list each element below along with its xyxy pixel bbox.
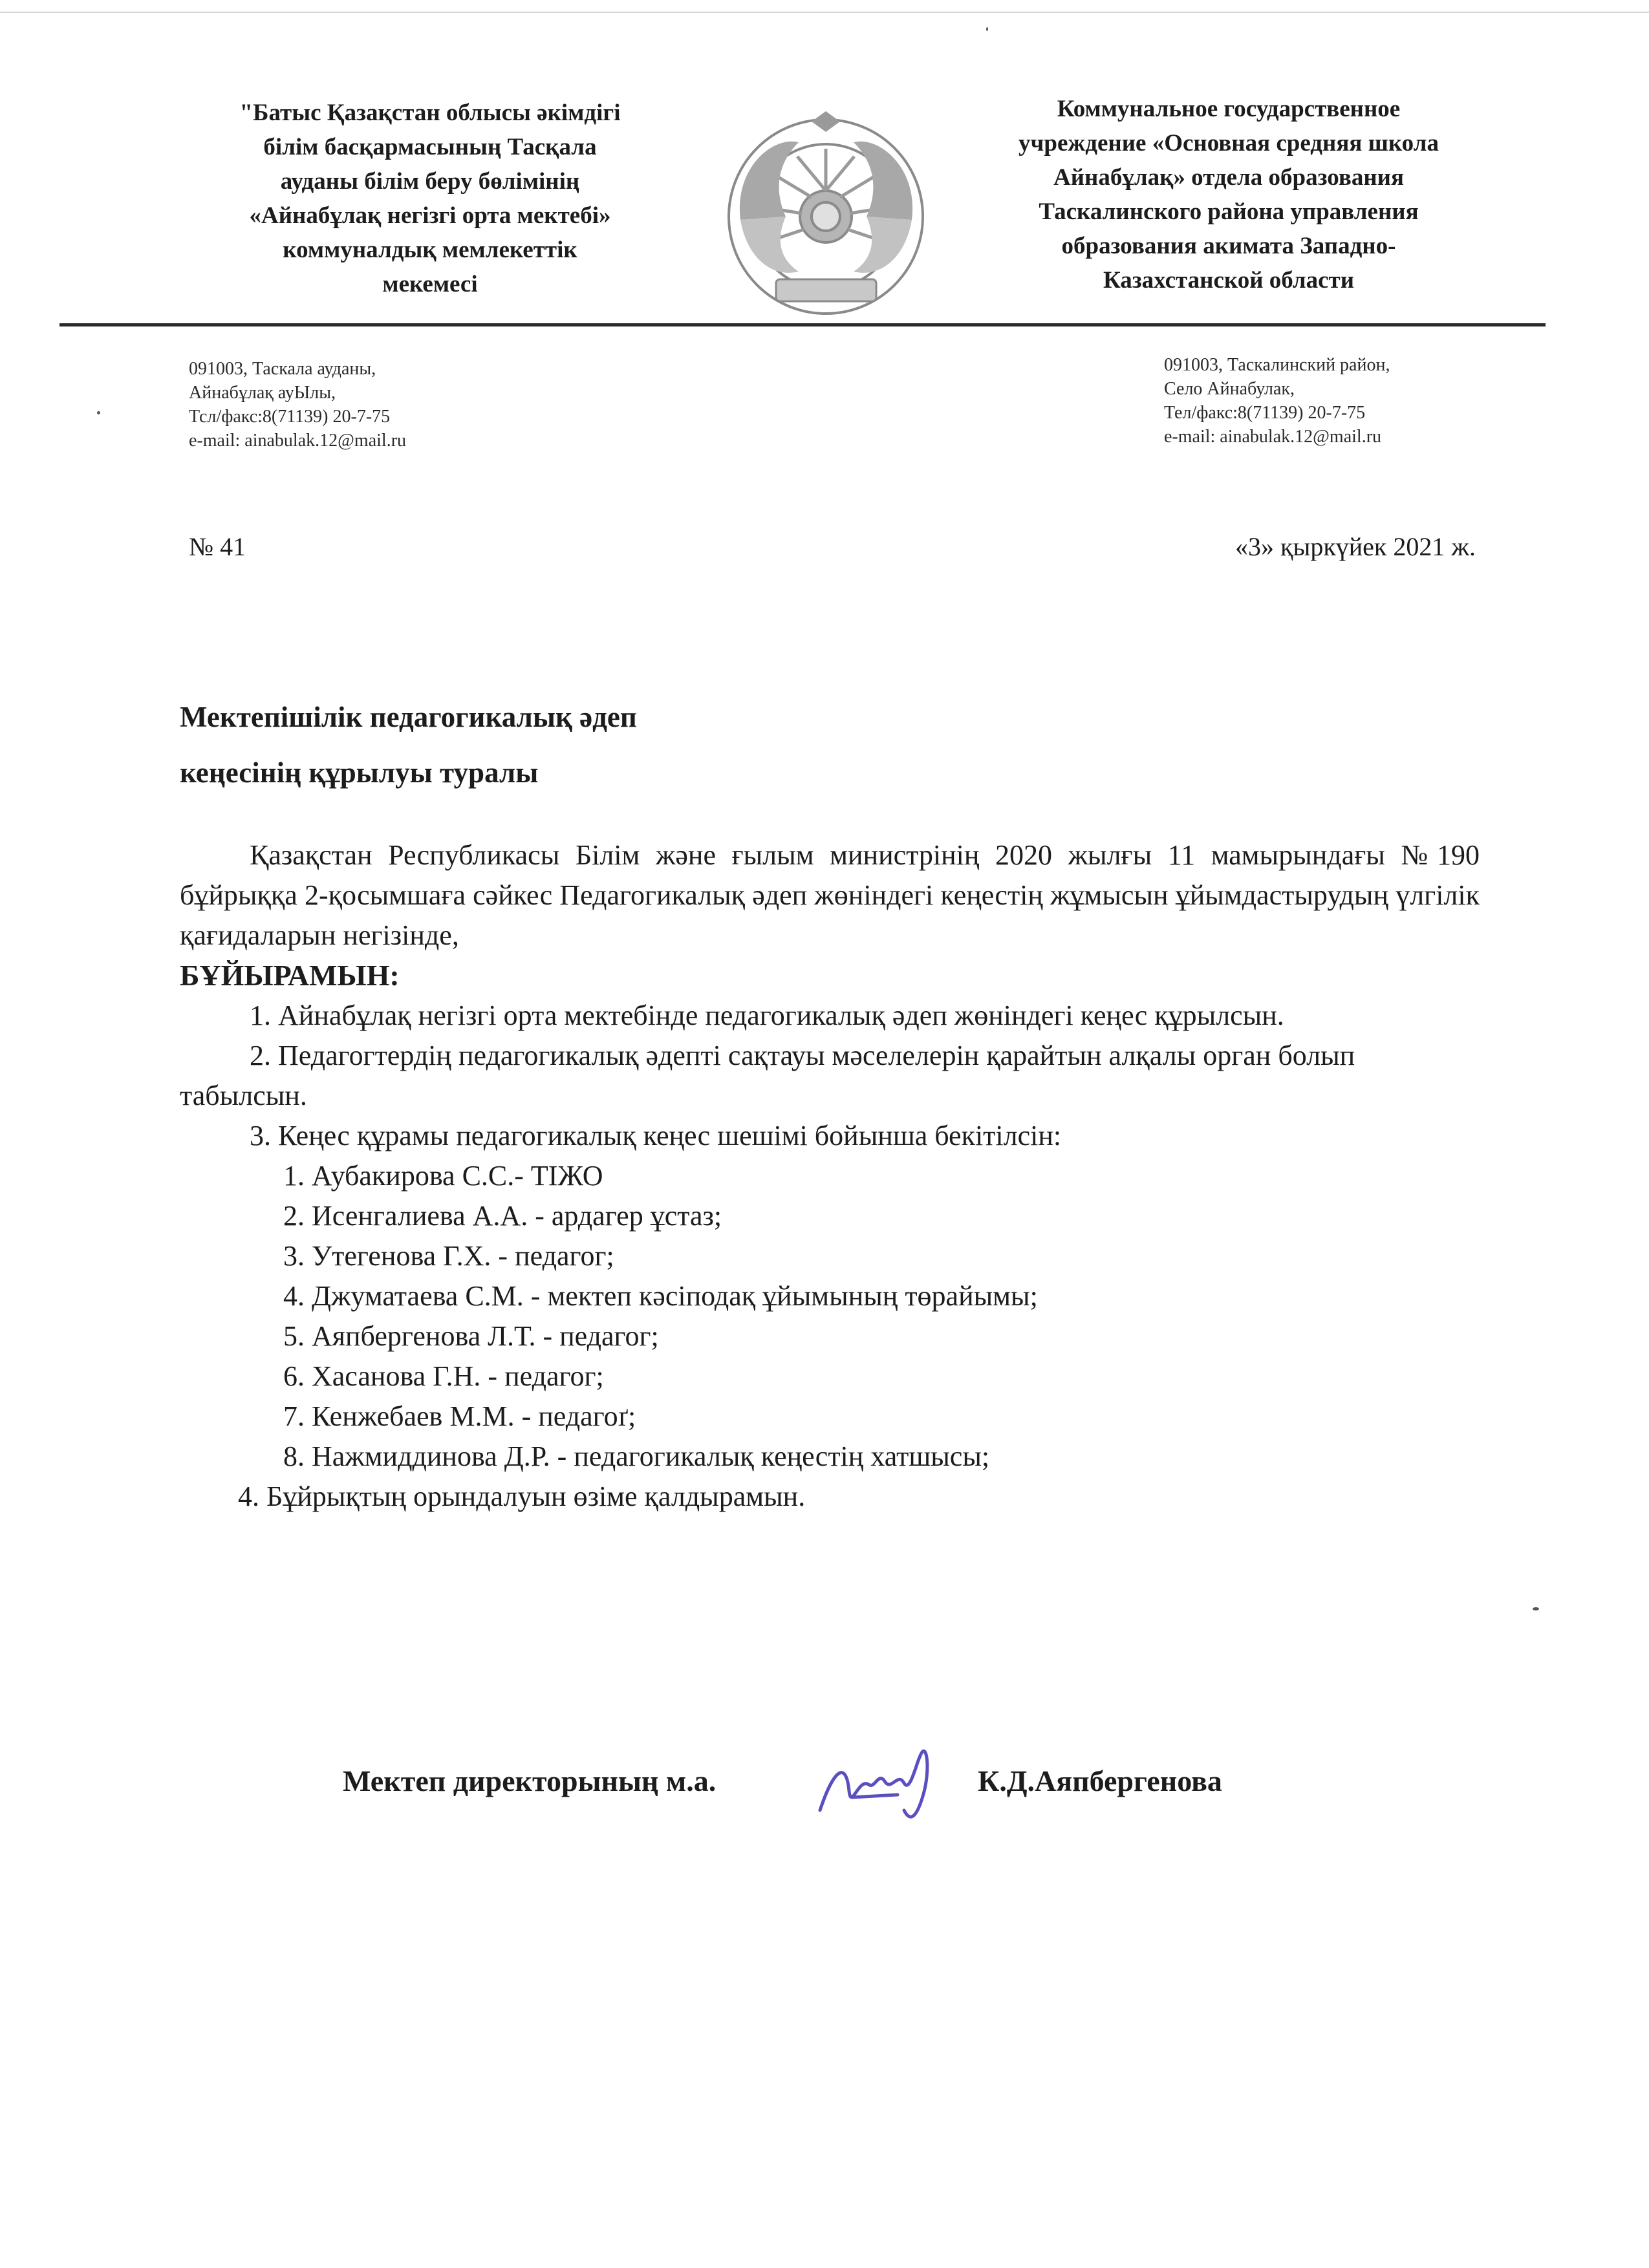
scan-speck (986, 27, 988, 31)
list-item: 6. Хасанова Г.Н. - педагог; (283, 1360, 604, 1392)
order-item-1: 1. Айнабұлақ негізгі орта мектебінде педагогикалық әдеп жөніндегі кеңес құрылсын. (250, 1000, 1284, 1031)
address-left-email: e-mail: ainabulak.12@mail.ru (189, 431, 407, 451)
address-left-line: Айнабұлақ ауЫлы, (189, 383, 336, 403)
scan-top-edge (0, 12, 1649, 13)
subject-line: кеңесінің құрылуы туралы (180, 756, 539, 789)
signatory-title: Мектеп директорының м.а. (343, 1764, 717, 1797)
header-left-line: білім басқармасының Тасқала (263, 134, 597, 160)
list-item: 1. Аубакирова С.С.- ТІЖО (283, 1160, 603, 1192)
document-subject (180, 689, 1020, 800)
header-right-line: образования акимата Западно- (1061, 233, 1396, 259)
order-item-4: 4. Бұйрықтың орындалуын өзіме қалдырамын. (238, 1481, 806, 1512)
address-left-line: Тсл/факс:8(71139) 20-7-75 (189, 407, 391, 427)
document-number: № 41 (189, 532, 246, 561)
header-left-line: ауданы білім беру бөлімінің (280, 168, 580, 195)
handwritten-signature-icon (814, 1733, 956, 1836)
document-date: «3» қыркүйек 2021 ж. (1235, 532, 1476, 561)
header-left-line: коммуналдық мемлекеттік (283, 237, 577, 263)
list-item: 7. Кенжебаев М.М. - педагоґ; (283, 1400, 636, 1432)
state-emblem-icon (715, 110, 938, 323)
document-body (180, 835, 1480, 1517)
header-right-org-russian (931, 92, 1526, 297)
header-divider (59, 323, 1546, 326)
list-item: 5. Аяпбергенова Л.Т. - педагог; (283, 1320, 659, 1352)
council-members-list (180, 1156, 1480, 1477)
address-right-email: e-mail: ainabulak.12@mail.ru (1164, 427, 1382, 447)
address-left (189, 357, 641, 453)
header-left-line: "Батыс Қазақстан облысы әкімдігі (239, 100, 621, 126)
signatory-name: К.Д.Аяпбергенова (978, 1764, 1222, 1797)
order-item-2: 2. Педагогтердің педагогикалық әдепті сақтауы мәселелерін қарайтын алқалы орган болып табылсын. (180, 1040, 1355, 1111)
list-item: 2. Исенгалиева А.А. - ардагер ұстаз; (283, 1200, 722, 1232)
list-item: 8. Нажмиддинова Д.Р. - педагогикалық кеңестің хатшысы; (283, 1440, 990, 1472)
header-right-line: Айнабұлақ» отдела образования (1053, 164, 1404, 191)
header-left-org-kazakh (162, 96, 698, 301)
header-right-line: Казахстанской области (1103, 267, 1355, 294)
list-item: 4. Джуматаева С.М. - мектеп кәсіподақ ұйымының төрайымы; (283, 1280, 1038, 1312)
header-left-line: «Айнабұлақ негізгі орта мектебі» (249, 202, 611, 229)
address-left-line: 091003, Таскала ауданы, (189, 359, 376, 379)
header-right-line: Коммунальное государственное (1057, 96, 1401, 122)
address-right-line: Село Айнабулак, (1164, 379, 1295, 399)
address-right-line: 091003, Таскалинский район, (1164, 355, 1390, 375)
scan-speck (97, 411, 100, 414)
order-item-3: 3. Кеңес құрамы педагогикалық кеңес шешімі бойынша бекітілсін: (250, 1120, 1062, 1151)
address-right (1164, 353, 1617, 449)
header-right-line: Таскалинского района управления (1039, 198, 1419, 225)
subject-line: Мектепішілік педагогикалық әдеп (180, 701, 637, 733)
scan-speck (1533, 1607, 1539, 1610)
header-right-line: учреждение «Основная средняя школа (1018, 130, 1439, 156)
address-right-line: Тел/факс:8(71139) 20-7-75 (1164, 403, 1366, 423)
order-keyword: БҰЙЫРАМЫН: (180, 959, 400, 992)
intro-paragraph: Қазақстан Республикасы Білім және ғылым министрінің 2020 жылғы 11 мамырындағы №190 бұйрыққа 2-қосымшаға сәйкес Педагогикалық әдеп жөніндегі кеңестің жұмысын ұйымдастырудың үлгілік қағидаларын негізінде, (180, 839, 1480, 951)
header-left-line: мекемесі (382, 271, 478, 297)
list-item: 3. Утегенова Г.Х. - педагог; (283, 1240, 614, 1272)
